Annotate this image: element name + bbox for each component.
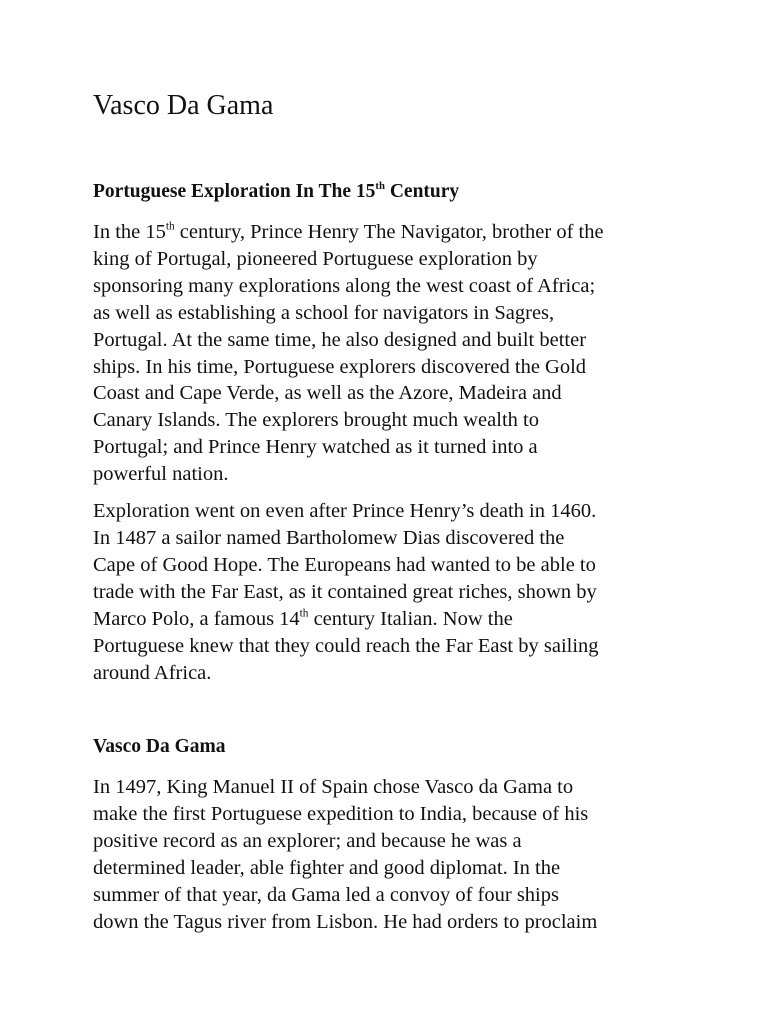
text-line: positive record as an explorer; and because he was a <box>93 829 522 852</box>
paragraph-expedition <box>93 774 683 935</box>
text-run: century, Prince Henry The Navigator, brother of the <box>174 221 604 243</box>
text-line: Cape of Good Hope. The Europeans had wanted to be able to <box>93 553 596 576</box>
section-portuguese-exploration <box>93 177 683 686</box>
section-heading <box>93 177 683 207</box>
text-line: summer of that year, da Gama led a convoy of four ships <box>93 883 559 906</box>
text-line: make the first Portuguese expedition to India, because of his <box>93 802 589 825</box>
document-title: Vasco Da Gama <box>93 90 274 121</box>
text-line: Canary Islands. The explorers brought much wealth to <box>93 409 539 432</box>
text-line: In 1487 a sailor named Bartholomew Dias discovered the <box>93 526 565 549</box>
text-line: around Africa. <box>93 661 212 684</box>
heading-text: Portuguese Exploration In The 15 <box>93 181 376 202</box>
text-line <box>93 606 683 633</box>
text-line: Portugal. At the same time, he also designed and built better <box>93 328 587 351</box>
text-line: determined leader, able fighter and good diplomat. In the <box>93 856 561 879</box>
text-line: sponsoring many explorations along the west coast of Africa; <box>93 274 596 297</box>
text-run: century Italian. Now the <box>308 607 513 630</box>
text-line: Portugal; and Prince Henry watched as it turned into a <box>93 436 538 459</box>
text-line: Coast and Cape Verde, as well as the Azore, Madeira and <box>93 382 562 405</box>
section-vasco-da-gama <box>93 732 683 935</box>
text-line <box>93 219 683 246</box>
heading-superscript: th <box>375 179 385 192</box>
text-line: trade with the Far East, as it contained great riches, shown by <box>93 580 597 603</box>
text-line: ships. In his time, Portuguese explorers discovered the Gold <box>93 355 587 378</box>
text-line: king of Portugal, pioneered Portuguese exploration by <box>93 247 538 270</box>
text-line: down the Tagus river from Lisbon. He had orders to proclaim <box>93 910 598 933</box>
superscript: th <box>165 220 175 233</box>
text-run: In the 15 <box>93 221 166 243</box>
section-heading: Vasco Da Gama <box>93 736 226 757</box>
superscript: th <box>299 607 309 620</box>
text-line: powerful nation. <box>93 463 229 486</box>
paragraph-exploration <box>93 498 683 686</box>
text-run: Marco Polo, a famous 14 <box>93 607 300 630</box>
heading-text-end: Century <box>384 181 460 202</box>
text-line: Portuguese knew that they could reach the Far East by sailing <box>93 634 599 657</box>
text-line: Exploration went on even after Prince Henry’s death in 1460. <box>93 500 597 523</box>
text-line: as well as establishing a school for navigators in Sagres, <box>93 301 555 324</box>
text-line: In 1497, King Manuel II of Spain chose Vasco da Gama to <box>93 776 574 798</box>
paragraph-prince-henry <box>93 219 683 488</box>
